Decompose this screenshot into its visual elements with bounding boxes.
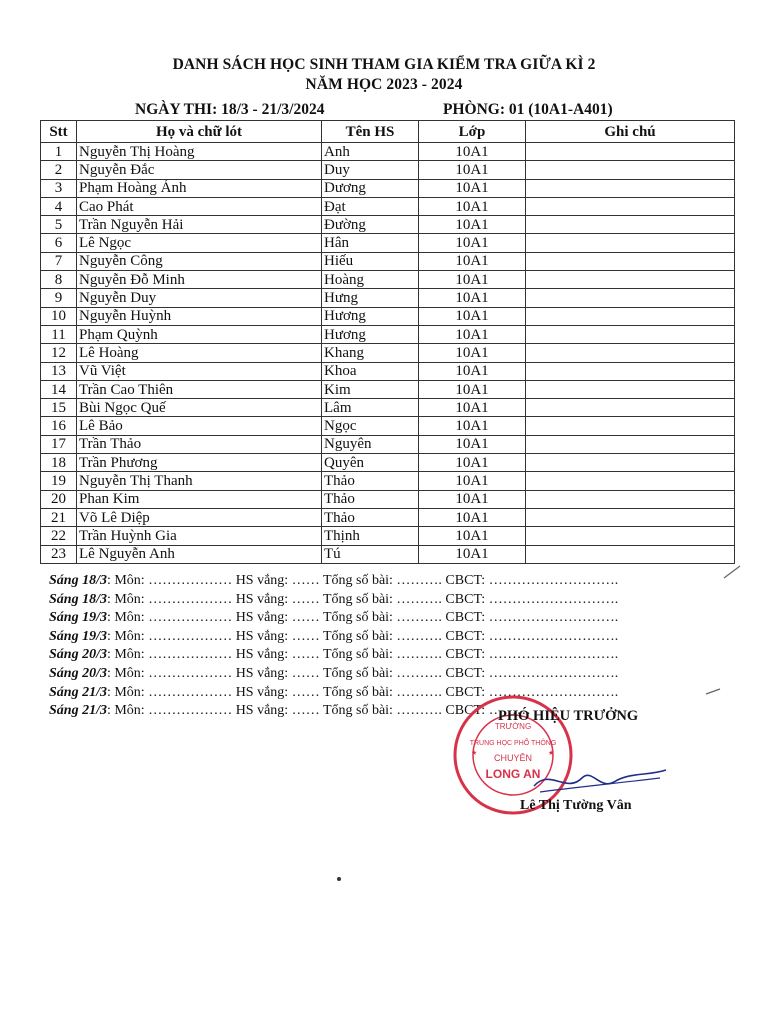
col-header-ho: Họ và chữ lót (77, 121, 322, 143)
table-row (41, 399, 735, 417)
cell-ghichu (526, 508, 735, 526)
cell-ho: Phạm Hoàng Ánh (77, 179, 322, 197)
cell-stt: 23 (41, 545, 77, 563)
cell-ten: Tú (322, 545, 419, 563)
cell-ghichu (526, 197, 735, 215)
session-row (49, 572, 618, 591)
cell-stt: 18 (41, 454, 77, 472)
cell-stt: 8 (41, 271, 77, 289)
table-row (41, 508, 735, 526)
cell-ghichu (526, 527, 735, 545)
session-row (49, 591, 618, 610)
cell-lop: 10A1 (419, 435, 526, 453)
cell-ghichu (526, 545, 735, 563)
session-row (49, 665, 618, 684)
cell-stt: 6 (41, 234, 77, 252)
signer-title: PHÓ HIỆU TRƯỞNG (498, 708, 639, 724)
cell-ghichu (526, 417, 735, 435)
cell-lop: 10A1 (419, 325, 526, 343)
cell-stt: 19 (41, 472, 77, 490)
cell-ghichu (526, 143, 735, 161)
cell-ten: Thảo (322, 508, 419, 526)
session-day: Sáng 20/3 (49, 647, 107, 663)
session-day: Sáng 19/3 (49, 610, 107, 626)
cell-ho: Nguyễn Đắc (77, 161, 322, 179)
document-title: DANH SÁCH HỌC SINH THAM GIA KIỂM TRA GIỮA KÌ 2 (172, 56, 596, 73)
table-row (41, 252, 735, 270)
session-day: Sáng 20/3 (49, 665, 107, 681)
cell-lop: 10A1 (419, 234, 526, 252)
cell-lop: 10A1 (419, 289, 526, 307)
cell-ho: Lê Nguyễn Anh (77, 545, 322, 563)
table-row (41, 362, 735, 380)
col-header-ten: Tên HS (322, 121, 419, 143)
cell-ghichu (526, 380, 735, 398)
cell-ghichu (526, 179, 735, 197)
cell-lop: 10A1 (419, 472, 526, 490)
table-header-row (41, 121, 735, 143)
cell-ten: Hương (322, 307, 419, 325)
cell-ten: Duy (322, 161, 419, 179)
cell-lop: 10A1 (419, 380, 526, 398)
cell-ten: Khang (322, 344, 419, 362)
stamp-line-4: LONG AN (485, 767, 541, 781)
stamp-line-1: TRƯỜNG (494, 722, 532, 731)
cell-ho: Nguyễn Đỗ Minh (77, 271, 322, 289)
cell-stt: 11 (41, 325, 77, 343)
cell-ghichu (526, 325, 735, 343)
cell-lop: 10A1 (419, 344, 526, 362)
col-header-lop: Lớp (419, 121, 526, 143)
session-fields: : Môn: ……………… HS vắng: …… Tổng số bài: ………. CBCT: ………………………. (106, 647, 619, 663)
cell-ho: Nguyễn Huỳnh (77, 307, 322, 325)
cell-ghichu (526, 307, 735, 325)
col-header-ghichu: Ghi chú (526, 121, 735, 143)
cell-stt: 2 (41, 161, 77, 179)
school-year: NĂM HỌC 2023 - 2024 (305, 76, 463, 93)
cell-stt: 17 (41, 435, 77, 453)
cell-ho: Võ Lê Diệp (77, 508, 322, 526)
cell-ten: Anh (322, 143, 419, 161)
session-fields: : Môn: ……………… HS vắng: …… Tổng số bài: ………. CBCT: ………………………. (106, 684, 619, 700)
cell-ho: Lê Ngọc (77, 234, 322, 252)
cell-ghichu (526, 252, 735, 270)
svg-text:★: ★ (471, 750, 478, 757)
cell-lop: 10A1 (419, 417, 526, 435)
cell-stt: 13 (41, 362, 77, 380)
table-row (41, 216, 735, 234)
cell-stt: 5 (41, 216, 77, 234)
table-row (41, 545, 735, 563)
cell-ho: Nguyễn Duy (77, 289, 322, 307)
cell-ten: Đường (322, 216, 419, 234)
cell-stt: 16 (41, 417, 77, 435)
table-row (41, 179, 735, 197)
cell-ho: Nguyễn Thị Thanh (77, 472, 322, 490)
cell-ho: Nguyễn Công (77, 252, 322, 270)
cell-stt: 3 (41, 179, 77, 197)
session-fields: : Môn: ……………… HS vắng: …… Tổng số bài: ………. CBCT: ………………………. (106, 665, 619, 681)
session-day: Sáng 21/3 (49, 684, 107, 700)
cell-stt: 22 (41, 527, 77, 545)
table-row (41, 234, 735, 252)
session-fields: : Môn: ……………… HS vắng: …… Tổng số bài: ………. CBCT: ………………………. (106, 628, 619, 644)
cell-ghichu (526, 344, 735, 362)
session-fields: : Môn: ……………… HS vắng: …… Tổng số bài: ………. CBCT: ………………………. (106, 591, 619, 607)
cell-ten: Thịnh (322, 527, 419, 545)
stamp-line-3: CHUYÊN (493, 753, 533, 763)
table-row (41, 289, 735, 307)
session-day: Sáng 18/3 (49, 591, 107, 607)
pen-mark (704, 686, 722, 696)
table-row (41, 344, 735, 362)
cell-ho: Phan Kim (77, 490, 322, 508)
cell-ten: Nguyên (322, 435, 419, 453)
cell-lop: 10A1 (419, 362, 526, 380)
cell-ghichu (526, 271, 735, 289)
cell-ten: Đạt (322, 197, 419, 215)
cell-lop: 10A1 (419, 197, 526, 215)
cell-lop: 10A1 (419, 490, 526, 508)
cell-lop: 10A1 (419, 527, 526, 545)
cell-ten: Hoàng (322, 271, 419, 289)
cell-ghichu (526, 435, 735, 453)
cell-ghichu (526, 472, 735, 490)
cell-stt: 7 (41, 252, 77, 270)
table-row (41, 527, 735, 545)
svg-text:★: ★ (548, 750, 555, 757)
cell-ho: Trần Cao Thiên (77, 380, 322, 398)
cell-ten: Ngọc (322, 417, 419, 435)
table-row (41, 271, 735, 289)
cell-ho: Lê Bảo (77, 417, 322, 435)
exam-date: NGÀY THI: 18/3 - 21/3/2024 (135, 101, 325, 118)
cell-ho: Bùi Ngọc Quế (77, 399, 322, 417)
cell-ten: Thảo (322, 490, 419, 508)
cell-stt: 15 (41, 399, 77, 417)
stamp-line-2: TRUNG HỌC PHỔ THÔNG (469, 740, 557, 747)
cell-ten: Dương (322, 179, 419, 197)
cell-lop: 10A1 (419, 216, 526, 234)
session-fields: : Môn: ……………… HS vắng: …… Tổng số bài: ………. CBCT: ………………………. (106, 573, 619, 588)
table-row (41, 454, 735, 472)
cell-ho: Trần Thảo (77, 435, 322, 453)
table-row (41, 197, 735, 215)
cell-stt: 21 (41, 508, 77, 526)
cell-lop: 10A1 (419, 454, 526, 472)
cell-lop: 10A1 (419, 508, 526, 526)
cell-ghichu (526, 234, 735, 252)
table-row (41, 143, 735, 161)
table-row (41, 380, 735, 398)
cell-stt: 20 (41, 490, 77, 508)
cell-stt: 9 (41, 289, 77, 307)
cell-stt: 14 (41, 380, 77, 398)
cell-ho: Nguyễn Thị Hoàng (77, 143, 322, 161)
cell-ho: Vũ Việt (77, 362, 322, 380)
cell-ten: Hưng (322, 289, 419, 307)
cell-ghichu (526, 216, 735, 234)
cell-lop: 10A1 (419, 143, 526, 161)
cell-stt: 4 (41, 197, 77, 215)
cell-ho: Lê Hoàng (77, 344, 322, 362)
cell-ho: Trần Nguyễn Hải (77, 216, 322, 234)
cell-ten: Hương (322, 325, 419, 343)
signer-name: Lê Thị Tường Vân (520, 798, 632, 813)
cell-lop: 10A1 (419, 271, 526, 289)
table-row (41, 472, 735, 490)
table-row (41, 490, 735, 508)
table-row (41, 435, 735, 453)
cell-ghichu (526, 362, 735, 380)
table-row (41, 417, 735, 435)
exam-room: PHÒNG: 01 (10A1-A401) (443, 101, 613, 118)
session-row (49, 646, 618, 665)
session-fields: : Môn: ……………… HS vắng: …… Tổng số bài: ………. CBCT: ……… (106, 703, 531, 719)
cell-stt: 12 (41, 344, 77, 362)
cell-ho: Cao Phát (77, 197, 322, 215)
pen-mark (722, 564, 742, 580)
session-day: Sáng 18/3 (49, 573, 107, 588)
cell-stt: 10 (41, 307, 77, 325)
cell-ten: Hân (322, 234, 419, 252)
cell-ten: Quyên (322, 454, 419, 472)
cell-lop: 10A1 (419, 399, 526, 417)
speck (336, 876, 342, 882)
session-row (49, 628, 618, 647)
cell-ghichu (526, 161, 735, 179)
table-row (41, 325, 735, 343)
cell-ghichu (526, 490, 735, 508)
cell-ho: Trần Huỳnh Gia (77, 527, 322, 545)
cell-ten: Khoa (322, 362, 419, 380)
cell-ho: Trần Phương (77, 454, 322, 472)
session-row (49, 609, 618, 628)
handwritten-signature (530, 760, 670, 800)
table-body (41, 143, 735, 564)
cell-ten: Thảo (322, 472, 419, 490)
col-header-stt: Stt (41, 121, 77, 143)
cell-stt: 1 (41, 143, 77, 161)
cell-ghichu (526, 454, 735, 472)
session-fields: : Môn: ……………… HS vắng: …… Tổng số bài: ………. CBCT: ………………………. (106, 610, 619, 626)
cell-lop: 10A1 (419, 252, 526, 270)
session-day: Sáng 21/3 (49, 703, 107, 719)
session-day: Sáng 19/3 (49, 628, 107, 644)
cell-lop: 10A1 (419, 161, 526, 179)
cell-ten: Lâm (322, 399, 419, 417)
cell-ho: Phạm Quỳnh (77, 325, 322, 343)
cell-lop: 10A1 (419, 307, 526, 325)
cell-ghichu (526, 289, 735, 307)
cell-ghichu (526, 399, 735, 417)
cell-ten: Hiếu (322, 252, 419, 270)
table-row (41, 307, 735, 325)
table-row (41, 161, 735, 179)
cell-lop: 10A1 (419, 179, 526, 197)
student-roster-table (40, 120, 735, 564)
cell-ten: Kim (322, 380, 419, 398)
cell-lop: 10A1 (419, 545, 526, 563)
